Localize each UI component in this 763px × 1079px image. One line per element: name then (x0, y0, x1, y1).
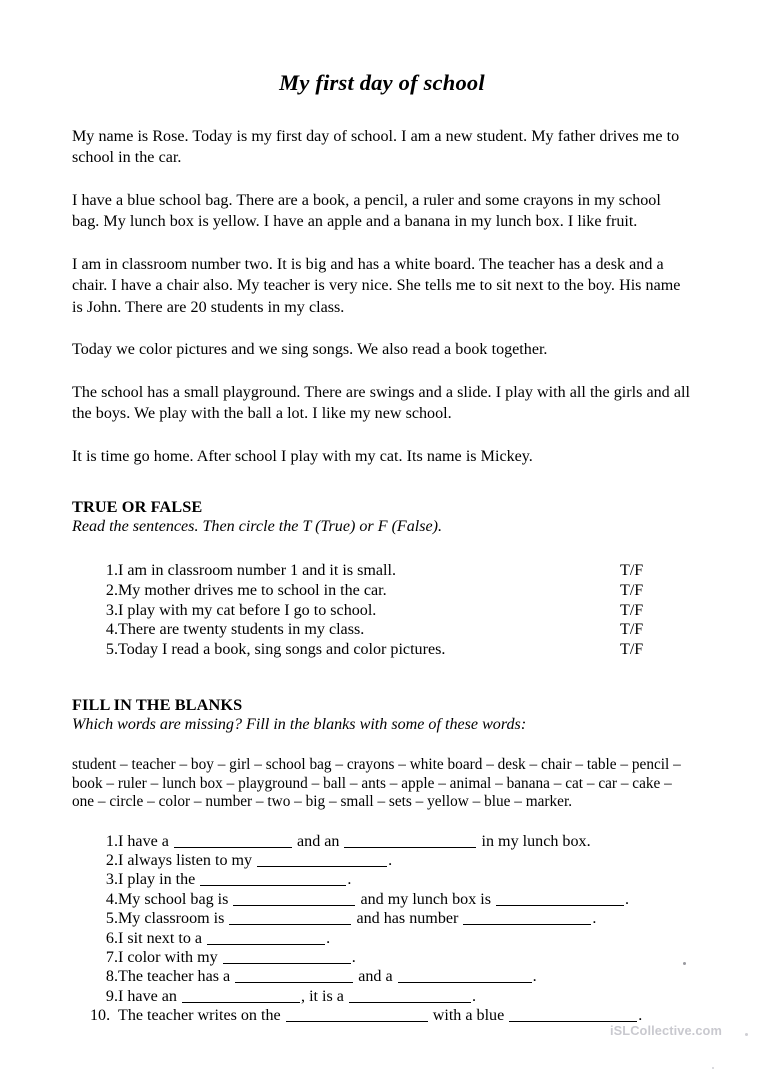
true-false-instruction: Read the sentences. Then circle the T (True) or F (False). (72, 518, 443, 536)
page-speck (712, 1067, 714, 1069)
answer-blank[interactable] (229, 909, 351, 925)
true-false-answer-choice[interactable]: T/F (620, 562, 644, 580)
true-false-statement: I am in classroom number 1 and it is small. (118, 562, 397, 580)
story-paragraph: I am in classroom number two. It is big and has a white board. The teacher has a desk and a chair. I have a chair also. My teacher is very nice. She tells me to sit next to the boy. His name is John. There are 20 students in my class. (72, 255, 681, 316)
sentence-text: . (351, 949, 356, 966)
fill-blank-item[interactable] (72, 948, 692, 967)
answer-blank[interactable] (223, 948, 351, 964)
true-false-item[interactable] (72, 640, 692, 660)
list-number: 6. (105, 929, 118, 947)
fill-blank-item[interactable] (72, 851, 692, 870)
sentence-text: in my lunch box. (481, 832, 591, 850)
fill-blanks-heading: FILL IN THE BLANKS (72, 695, 243, 715)
sentence-text: I sit next to a (118, 929, 203, 947)
sentence-text: . (592, 910, 597, 928)
answer-blank[interactable] (496, 890, 624, 906)
sentence-text: I play in the (118, 871, 196, 889)
word-bank: student – teacher – boy – girl – school bag – crayons – white board – desk – chair – table – pencil – book – ruler – lunch box – playground – ball – ants – apple – animal – banana – cat – car – cake – one – circle – color – number – two – big – small – sets – yellow – blue – marker. (72, 756, 681, 811)
sentence-text: The teacher has a (118, 968, 231, 986)
fill-blanks-list (72, 832, 692, 1026)
true-false-answer-choice[interactable]: T/F (620, 581, 644, 599)
sentence-text: , it is a (301, 987, 344, 1005)
story-paragraph: It is time go home. After school I play with my cat. Its name is Mickey. (72, 447, 533, 465)
answer-blank[interactable] (174, 832, 292, 848)
fill-blank-item[interactable] (72, 1006, 692, 1025)
fill-blank-item[interactable] (72, 909, 692, 928)
sentence-text: and has number (356, 910, 459, 928)
story-paragraph: I have a blue school bag. There are a book, a pencil, a ruler and some crayons in my school bag. My lunch box is yellow. I have an apple and a banana in my lunch box. I like fruit. (72, 191, 661, 231)
list-number: 7. (105, 949, 118, 966)
sentence-text: . (326, 929, 331, 947)
sentence-text: I color with my (118, 949, 218, 966)
fill-blank-item[interactable] (72, 870, 692, 889)
fill-blank-item[interactable] (72, 890, 692, 909)
answer-blank[interactable] (207, 929, 325, 945)
list-number: 2. (105, 851, 118, 869)
sentence-text: My school bag is (118, 890, 229, 908)
true-false-answer-choice[interactable]: T/F (620, 640, 644, 658)
answer-blank[interactable] (257, 851, 387, 867)
sentence-text: My classroom is (118, 910, 225, 928)
sentence-text: . (625, 890, 630, 908)
list-number: 3. (105, 601, 118, 619)
list-number: 3. (105, 871, 118, 889)
answer-blank[interactable] (509, 1006, 637, 1022)
true-false-statement: I play with my cat before I go to school. (118, 601, 377, 619)
answer-blank[interactable] (463, 909, 591, 925)
answer-blank[interactable] (233, 890, 355, 906)
fill-blank-item[interactable] (72, 929, 692, 948)
answer-blank[interactable] (182, 987, 300, 1003)
answer-blank[interactable] (398, 967, 532, 983)
answer-blank[interactable] (344, 832, 476, 848)
sentence-text: and my lunch box is (360, 890, 492, 908)
sentence-text: I always listen to my (118, 851, 253, 869)
true-false-statement: Today I read a book, sing songs and color pictures. (118, 640, 446, 658)
sentence-text: and an (297, 832, 340, 850)
story-text (72, 126, 692, 468)
sentence-text: with a blue (432, 1007, 505, 1025)
list-number: 5. (105, 640, 118, 658)
fill-blanks-instruction: Which words are missing? Fill in the blanks with some of these words: (72, 716, 527, 734)
true-false-heading: TRUE OR FALSE (72, 497, 203, 517)
answer-blank[interactable] (200, 870, 346, 886)
story-paragraph: The school has a small playground. There are swings and a slide. I play with all the girls and all the boys. We play with the ball a lot. I like my new school. (72, 383, 690, 423)
true-false-statement: My mother drives me to school in the car. (118, 581, 387, 599)
true-false-item[interactable] (72, 581, 692, 601)
sentence-text: and a (358, 968, 393, 986)
list-number: 8. (105, 968, 118, 986)
list-number: 4. (105, 621, 118, 639)
story-paragraph: Today we color pictures and we sing songs. We also read a book together. (72, 341, 548, 359)
page-speck (745, 1033, 748, 1036)
true-false-answer-choice[interactable]: T/F (620, 601, 644, 619)
fill-blank-item[interactable] (72, 832, 692, 851)
true-false-list (72, 561, 692, 659)
true-false-section (72, 497, 692, 659)
sentence-text: The teacher writes on the (118, 1007, 281, 1025)
fill-blank-item[interactable] (72, 987, 692, 1006)
answer-blank[interactable] (286, 1006, 428, 1022)
true-false-answer-choice[interactable]: T/F (620, 621, 644, 639)
list-number: 1. (105, 562, 118, 580)
list-number: 5. (105, 910, 118, 928)
list-number: 10. (90, 1007, 111, 1025)
fill-blanks-section (72, 695, 692, 1025)
sentence-text: . (388, 851, 393, 869)
sentence-text: I have an (118, 987, 177, 1005)
list-number: 4. (105, 890, 118, 908)
list-number: 9. (105, 987, 118, 1005)
sentence-text: . (638, 1007, 643, 1025)
answer-blank[interactable] (349, 987, 471, 1003)
list-number: 2. (105, 581, 118, 599)
sentence-text: . (471, 987, 476, 1005)
worksheet-content (72, 70, 692, 1026)
page-speck (683, 962, 686, 965)
fill-blank-item[interactable] (72, 967, 692, 986)
sentence-text: . (347, 871, 352, 889)
true-false-item[interactable] (72, 620, 692, 640)
true-false-item[interactable] (72, 561, 692, 581)
story-paragraph: My name is Rose. Today is my first day of school. I am a new student. My father drives me to school in the car. (72, 127, 680, 167)
sentence-text: I have a (118, 832, 169, 850)
true-false-statement: There are twenty students in my class. (118, 621, 365, 639)
true-false-item[interactable] (72, 601, 692, 621)
site-watermark: iSLCollective.com (610, 1023, 722, 1038)
page-title: My first day of school (279, 70, 485, 95)
sentence-text: . (532, 968, 537, 986)
list-number: 1. (105, 832, 118, 850)
answer-blank[interactable] (235, 967, 353, 983)
